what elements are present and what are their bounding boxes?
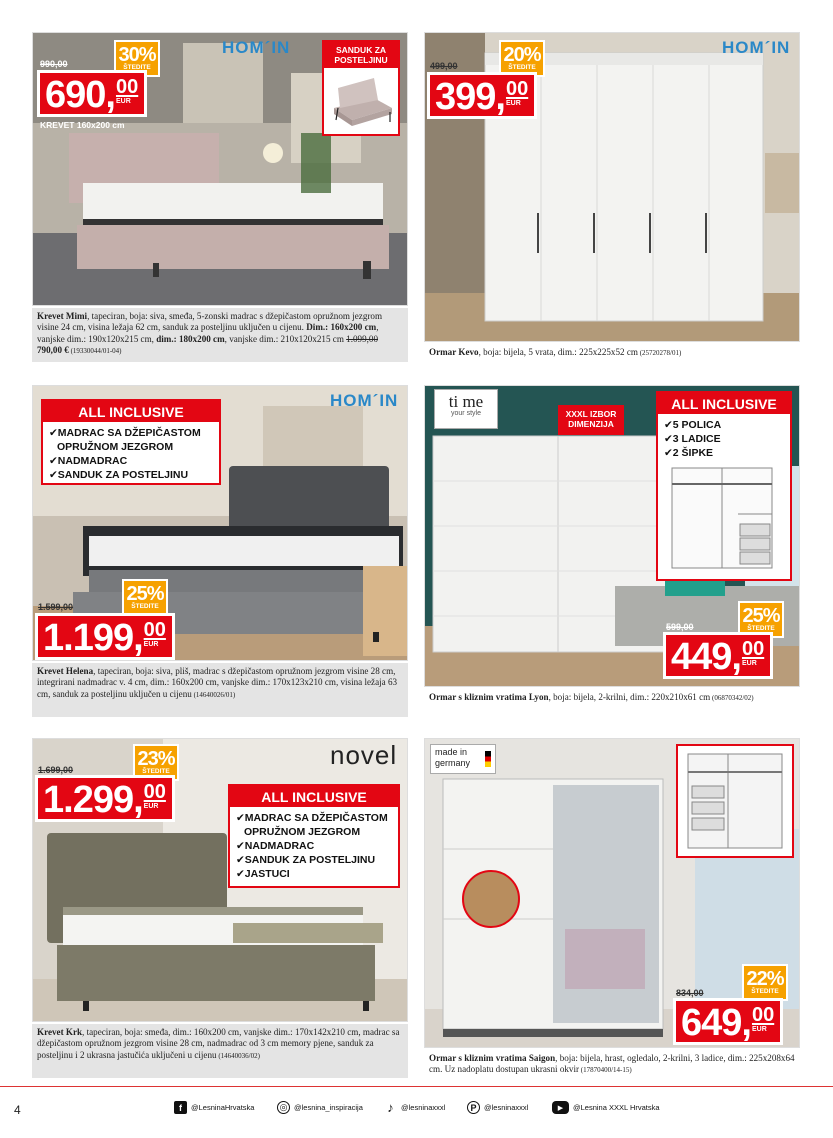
saving-badge (124, 581, 166, 614)
product-code: (06870342/02) (710, 694, 754, 702)
brand-logo-homin: HOM´IN (722, 38, 791, 57)
price-cents: 00 (741, 638, 765, 660)
price-badge (430, 75, 534, 116)
desc-text: , tapeciran, boja: siva, pliš, madrac s džepičastom opružnom jezgrom visine 28 cm, integrirani nadmadrac v. 4 cm, dim.: 160x200 cm, vanjske dim.: 170x123x210 cm, visina ležaja 63 cm, sanduk za posteljinu uključen u cijenu (37, 666, 398, 699)
list-item: OPRUŽNOM JEZGROM (57, 441, 174, 453)
product-description (32, 663, 408, 717)
germany-flag-icon (485, 751, 491, 767)
product-name: Krevet Krk (37, 1027, 83, 1037)
product-code: (14640036/02) (216, 1051, 260, 1060)
page-number: 4 (14, 1103, 21, 1117)
storage-label: SANDUK ZA POSTELJINU (324, 42, 398, 68)
product-description (32, 308, 408, 362)
size-label: KREVET 160x200 cm (40, 120, 125, 130)
brand-tagline: your style (451, 410, 481, 417)
product-name: Ormar s kliznim vratima Saigon (429, 1053, 556, 1063)
price-integer: 649, (681, 1002, 751, 1044)
all-inclusive-box (41, 399, 221, 485)
product-card-saigon (424, 738, 800, 1075)
product-description (424, 689, 800, 719)
desc-text: , boja: bijela, hrast, ogledalo, 2-krilni, 3 ladice, dim.: 225x208x64 cm. Uz nadoplatu dostupan ukrasni okvir (429, 1053, 795, 1075)
tiktok-icon: ♪ (384, 1101, 397, 1114)
desc-dim-1: Dim.: 160x200 cm (306, 322, 377, 333)
saving-percent: 20% (503, 44, 541, 66)
currency: EUR (143, 803, 159, 810)
product-card-kevo (424, 32, 800, 362)
brand-name: ti me (448, 392, 484, 411)
saving-badge (744, 966, 786, 999)
page-footer (0, 1086, 833, 1138)
price-badge (38, 778, 172, 819)
brand-logo-time (434, 389, 498, 429)
price-cents: 00 (115, 76, 139, 98)
wardrobe-interior-illustration (678, 746, 792, 856)
desc-text: , tapeciran, boja: siva, smeđa, 5-zonski madrac s džepičastom opružnom jezgrom visine 24 cm, visina ležaja 62 cm, sanduk za posteljinu uključen u cijenu. (37, 311, 383, 333)
saving-badge (116, 42, 158, 75)
price-cents: 00 (143, 781, 166, 803)
price-cents: 00 (143, 619, 166, 641)
price-integer: 690, (45, 74, 115, 116)
social-instagram[interactable] (277, 1101, 363, 1114)
old-price: 1.699,00 (38, 765, 74, 775)
price-badge (40, 73, 144, 114)
price-integer: 399, (435, 76, 505, 118)
currency: EUR (751, 1026, 767, 1033)
saving-percent: 25% (742, 605, 780, 627)
brand-logo-homin: HOM´IN (222, 38, 291, 57)
old-price: 599,00 (666, 622, 694, 632)
desc-dim-2-text: , vanjske dim.: 210x120x215 cm (224, 333, 347, 344)
saving-label: ŠTEDITE (131, 603, 159, 610)
facebook-icon: f (174, 1101, 187, 1114)
list-item: ✔2 ŠIPKE (664, 447, 714, 459)
list-item: ✔NADMADRAC (49, 455, 128, 467)
saving-percent: 25% (126, 583, 164, 605)
product-name: Krevet Mimi (37, 311, 88, 321)
all-inclusive-list (230, 807, 398, 881)
saving-badge (501, 42, 543, 75)
all-inclusive-list (658, 414, 790, 460)
desc-dim-2: dim.: 180x200 cm (156, 333, 225, 344)
list-item: OPRUŽNOM JEZGROM (244, 826, 361, 838)
price-cents: 00 (505, 78, 529, 100)
price-badge (666, 635, 770, 676)
product-name: Ormar Kevo (429, 347, 479, 357)
product-code: (25720278/01) (637, 349, 682, 357)
dimensions-label: XXXL IZBOR DIMENZIJA (558, 405, 624, 435)
instagram-icon: ◎ (277, 1101, 290, 1114)
product-card-helena (32, 385, 408, 715)
currency: EUR (505, 100, 521, 107)
currency: EUR (741, 660, 757, 667)
youtube-handle: @Lesnina XXXL Hrvatska (573, 1103, 660, 1112)
product-name: Krevet Helena (37, 666, 94, 676)
brand-logo-made-in-germany (430, 744, 496, 774)
list-item: ✔3 LADICE (664, 433, 721, 445)
saving-label: ŠTEDITE (747, 625, 775, 632)
list-item: ✔SANDUK ZA POSTELJINU (49, 469, 189, 481)
product-card-mimi (32, 32, 408, 362)
all-inclusive-list (43, 422, 219, 482)
product-code: (14640026/01) (191, 690, 236, 699)
all-inclusive-box (656, 391, 792, 581)
desc-old-price: 1.099,00 (346, 333, 378, 344)
tiktok-handle: @lesninaxxxl (401, 1103, 446, 1112)
social-youtube[interactable] (552, 1101, 660, 1114)
product-code: (17870400/14-15) (579, 1066, 632, 1075)
saving-badge (740, 603, 782, 636)
list-item: ✔MADRAC SA DŽEPIČASTOM (236, 812, 388, 824)
all-inclusive-title: ALL INCLUSIVE (658, 393, 790, 414)
brand-logo-homin: HOM´IN (330, 391, 399, 410)
product-description (424, 344, 800, 362)
price-integer: 1.199, (43, 617, 143, 659)
price-integer: 449, (671, 636, 741, 678)
product-description (424, 1050, 800, 1080)
old-price: 990,00 (40, 59, 68, 69)
all-inclusive-box (228, 784, 400, 888)
social-facebook[interactable] (174, 1101, 254, 1114)
product-card-krk (32, 738, 408, 1068)
saving-label: ŠTEDITE (142, 768, 170, 775)
desc-text: , boja: bijela, 2-krilni, dim.: 220x210x61 cm (548, 692, 711, 702)
currency: EUR (115, 98, 131, 105)
desc-new-price: 790,00 € (37, 345, 69, 356)
badge-line-2: germany (435, 758, 471, 768)
currency: EUR (143, 641, 159, 648)
pinterest-handle: @lesninaxxxl (484, 1103, 529, 1112)
saving-label: ŠTEDITE (508, 64, 536, 71)
storage-bed-icon (324, 68, 398, 132)
saving-percent: 23% (137, 748, 175, 770)
social-tiktok[interactable] (384, 1101, 445, 1114)
saving-label: ŠTEDITE (123, 64, 151, 71)
facebook-handle: @LesninaHrvatska (191, 1103, 255, 1112)
brand-logo-novel: novel (330, 740, 398, 770)
all-inclusive-title: ALL INCLUSIVE (43, 401, 219, 422)
interior-inset (676, 744, 794, 858)
price-integer: 1.299, (43, 779, 143, 821)
price-badge (676, 1001, 780, 1042)
wardrobe-interior-illustration (668, 464, 778, 574)
pinterest-icon: P (467, 1101, 480, 1114)
old-price: 499,00 (430, 61, 458, 71)
social-pinterest[interactable] (467, 1101, 528, 1114)
storage-inset (322, 40, 400, 136)
old-price: 834,00 (676, 988, 704, 998)
product-description (32, 1024, 408, 1078)
product-card-lyon (424, 385, 800, 715)
saving-percent: 22% (746, 968, 784, 990)
saving-badge (135, 746, 177, 779)
all-inclusive-title: ALL INCLUSIVE (230, 786, 398, 807)
instagram-handle: @lesnina_inspiracija (294, 1103, 363, 1112)
badge-line-1: made in (435, 747, 468, 757)
list-item: ✔SANDUK ZA POSTELJINU (236, 854, 376, 866)
desc-text: , tapeciran, boja: smeđa, dim.: 160x200 cm, vanjske dim.: 170x142x210 cm, madrac sa džepičastom opružnom jezgrom visine 28 cm, nadmadrac od 3 cm memory pjene, sanduk za posteljinu i 2 ukrasna jastučića uključeni u cijenu (37, 1027, 400, 1060)
list-item: ✔MADRAC SA DŽEPIČASTOM (49, 427, 201, 439)
list-item: ✔JASTUCI (236, 868, 290, 880)
saving-label: ŠTEDITE (751, 988, 779, 995)
price-badge (38, 616, 172, 657)
desc-text: , boja: bijela, 5 vrata, dim.: 225x225x52 cm (478, 347, 638, 357)
price-cents: 00 (751, 1004, 775, 1026)
old-price: 1.599,00 (38, 602, 74, 612)
desc-dim-1-text: , vanjske dim.: 190x120x215 cm, (37, 322, 379, 344)
product-code: (19330044/01-04) (68, 347, 122, 356)
list-item: ✔5 POLICA (664, 419, 722, 431)
list-item: ✔NADMADRAC (236, 840, 315, 852)
saving-percent: 30% (118, 44, 156, 66)
youtube-icon: ▶ (552, 1101, 569, 1114)
product-name: Ormar s kliznim vratima Lyon (429, 692, 549, 702)
